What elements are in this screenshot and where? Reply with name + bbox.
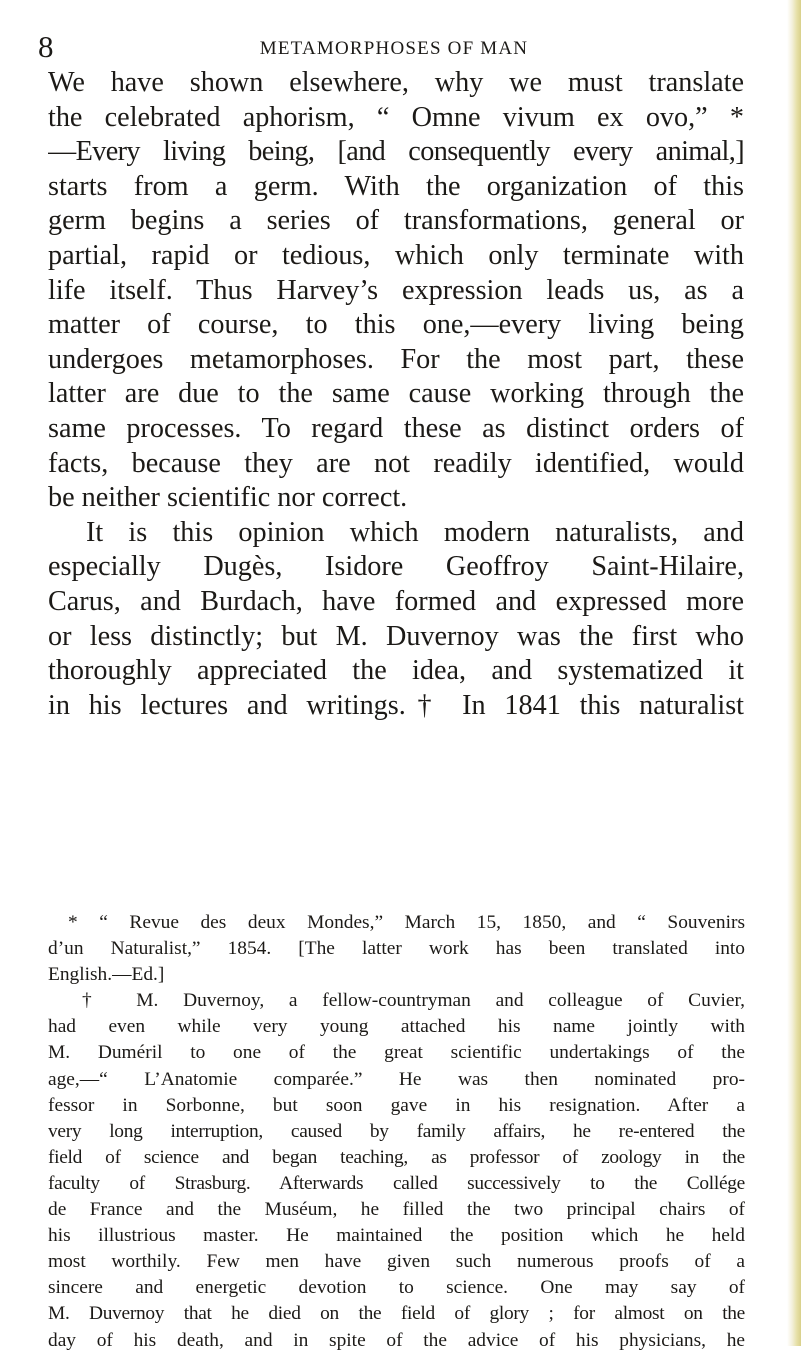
body-line: or less distinctly; but M. Duvernoy was the first who [48,620,744,652]
body-line: latter are due to the same cause working through the [48,378,744,410]
footnote-line: fessor in Sorbonne, but soon gave in his resignation. After a [48,1094,745,1116]
footnote-line: most worthily. Few men have given such numerous proofs of a [48,1251,745,1273]
footnote-line: his illustrious master. He maintained the position which he held [48,1225,745,1247]
footnote-line: age,—“ L’Anatomie comparée.” He was then nominated pro- [48,1068,745,1090]
body-line: facts, because they are not readily identified, would [48,447,744,479]
footnote-line: † M. Duvernoy, a fellow-countryman and colleague of Cuvier, [82,990,745,1012]
footnote-line: field of science and began teaching, as professor of zoology in the [48,1146,745,1168]
body-line: life itself. Thus Harvey’s expression leads us, as a [48,274,744,306]
footnote-line: had even while very young attached his name jointly with [48,1016,745,1038]
footnote-line: very long interruption, caused by family affairs, he re-entered the [48,1120,745,1142]
body-line: thoroughly appreciated the idea, and systematized it [48,655,744,687]
footnote-line: day of his death, and in spite of the advice of his physicians, he [48,1329,745,1351]
body-line: especially Dugès, Isidore Geoffroy Saint-Hilaire, [48,551,744,583]
page-edge [787,0,801,1346]
body-line: Carus, and Burdach, have formed and expressed more [48,585,744,617]
footnote-line: English.—Ed.] [48,964,165,986]
body-line: —Every living being, [and consequently every animal,] [48,136,744,168]
body-line: matter of course, to this one,—every living being [48,309,744,341]
footnote-line: sincere and energetic devotion to science. One may say of [48,1277,745,1299]
footnotes [48,910,745,1354]
body-line: same processes. To regard these as distinct orders of [48,412,744,444]
page-number: 8 [38,29,54,64]
body-text [48,66,744,723]
footnote-line: M. Duméril to one of the great scientific undertakings of the [48,1042,745,1064]
footnote-line: M. Duvernoy that he died on the field of glory ; for almost on the [48,1303,745,1325]
body-line: in his lectures and writings.† In 1841 this naturalist [48,689,744,721]
body-line: partial, rapid or tedious, which only terminate with [48,239,744,271]
body-line: be neither scientific nor correct. [48,482,408,514]
footnote-line: d’un Naturalist,” 1854. [The latter work has been translated into [48,938,745,960]
footnote-line: * “ Revue des deux Mondes,” March 15, 1850, and “ Souvenirs [68,912,745,933]
footnote-line: faculty of Strasburg. Afterwards called successively to the Collége [48,1172,745,1194]
body-line: We have shown elsewhere, why we must translate [48,67,744,98]
body-line: the celebrated aphorism, “ Omne vivum ex ovo,” * [48,101,744,133]
body-line: germ begins a series of transformations, general or [48,205,744,237]
footnote-line: de France and the Muséum, he filled the two principal chairs of [48,1199,745,1221]
body-line: It is this opinion which modern naturalists, and [86,516,744,548]
running-title: METAMORPHOSES OF MAN [259,38,529,59]
body-line: undergoes metamorphoses. For the most part, these [48,343,744,375]
page-header [38,29,750,64]
body-line: starts from a germ. With the organization of this [48,170,744,202]
